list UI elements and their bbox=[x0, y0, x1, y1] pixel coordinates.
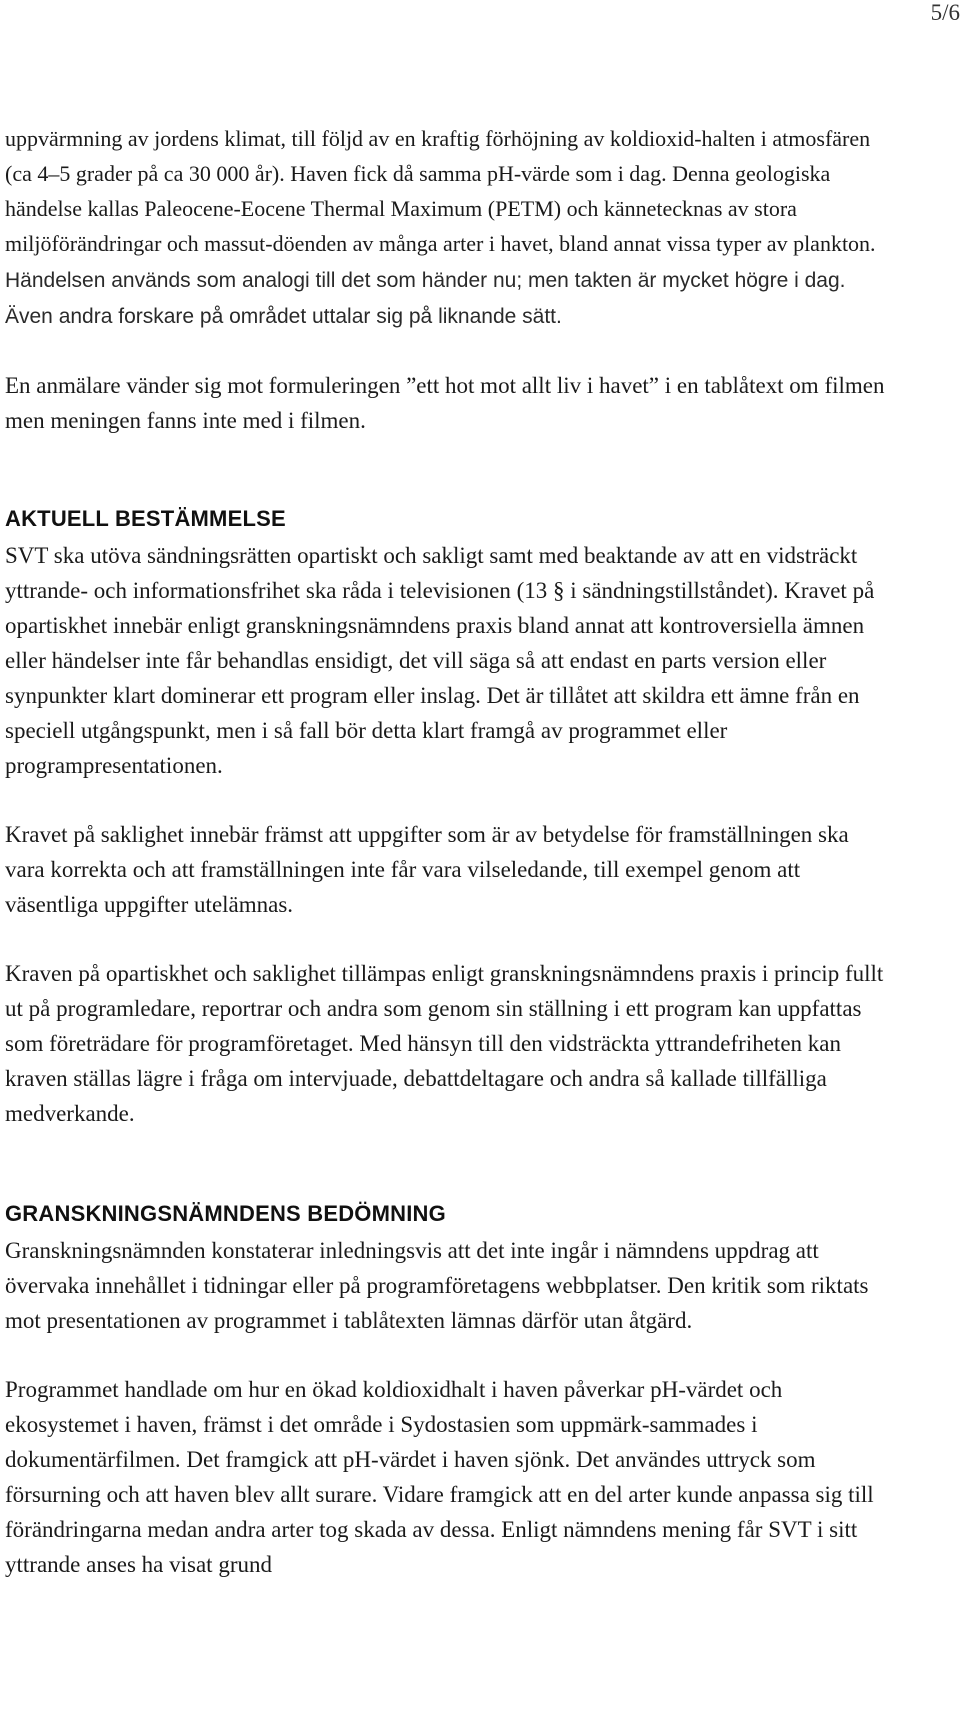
assessment-heading: GRANSKNINGSNÄMNDENS BEDÖMNING bbox=[5, 1201, 446, 1226]
page-number: 5/6 bbox=[930, 0, 960, 25]
provision-paragraph-3: Kraven på opartiskhet och saklighet tillämpas enligt granskningsnämndens praxis i princip fullt ut på programledare, reportrar och andra som genom sin ställning i ett program kan uppfattas som företrädare för programföretaget. Med hänsyn till den vidsträckta yttrandefriheten kan kraven ställas lägre i fråga om intervjuade, debattdeltagare och andra så kallade tillfälliga medverkande. bbox=[5, 961, 884, 1126]
intro-text-sans: Händelsen används som analogi till det som händer nu; men takten är mycket högre i dag. Även andra forskare på området uttalar sig på liknande sätt. bbox=[5, 269, 846, 328]
provision-heading: AKTUELL BESTÄMMELSE bbox=[5, 506, 286, 531]
complaint-paragraph: En anmälare vänder sig mot formuleringen ”ett hot mot allt liv i havet” i en tablåtext om filmen men meningen fanns inte med i filmen. bbox=[5, 373, 885, 433]
provision-section bbox=[5, 504, 885, 1131]
provision-paragraph-1: SVT ska utöva sändningsrätten opartiskt och sakligt samt med beaktande av att en vidsträckt yttrande- och informationsfrihet ska råda i televisionen (13 § i sändningstillståndet). Kravet på opartiskhet innebär enligt granskningsnämndens praxis bland annat att kontroversiella ämnen eller händelser inte får behandlas ensidigt, det vill säga så att endast en parts version eller synpunkter klart dominerar ett program eller inslag. Det är tillåtet att skildra ett ämne från en speciell utgångspunkt, men i så fall bör detta klart framgå av programmet eller programpresentationen. bbox=[5, 543, 875, 778]
provision-paragraph-2: Kravet på saklighet innebär främst att uppgifter som är av betydelse för framställningen ska vara korrekta och att framställningen inte får vara vilseledande, till exempel genom att väsentliga uppgifter utelämnas. bbox=[5, 822, 849, 917]
document-body bbox=[5, 121, 885, 1582]
assessment-paragraph-1: Granskningsnämnden konstaterar inledningsvis att det inte ingår i nämndens uppdrag att övervaka innehållet i tidningar eller på programföretagens webbplatser. Den kritik som riktats mot presentationen av programmet i tablåtexten lämnas därför utan åtgärd. bbox=[5, 1238, 869, 1333]
assessment-section bbox=[5, 1199, 885, 1582]
intro-paragraph bbox=[5, 121, 885, 334]
intro-text-serif: uppvärmning av jordens klimat, till följd av en kraftig förhöjning av koldioxid-halten i atmosfären (ca 4–5 grader på ca 30 000 år). Haven fick då samma pH-värde som i dag. Denna geologiska händelse kallas Paleocene-Eocene Thermal Maximum (PETM) och kännetecknas av stora miljöförändringar och massut-döenden av många arter i havet, bland annat vissa typer av plankton. bbox=[5, 126, 876, 256]
assessment-paragraph-2: Programmet handlade om hur en ökad koldioxidhalt i haven påverkar pH-värdet och ekosystemet i haven, främst i det område i Sydostasien som uppmärk-sammades i dokumentärfilmen. Det framgick att pH-värdet i haven sjönk. Det användes uttryck som försurning och att haven blev allt surare. Vidare framgick att en del arter kunde anpassa sig till förändringarna medan andra arter tog skada av dessa. Enligt nämndens mening får SVT i sitt yttrande anses ha visat grund bbox=[5, 1377, 874, 1577]
